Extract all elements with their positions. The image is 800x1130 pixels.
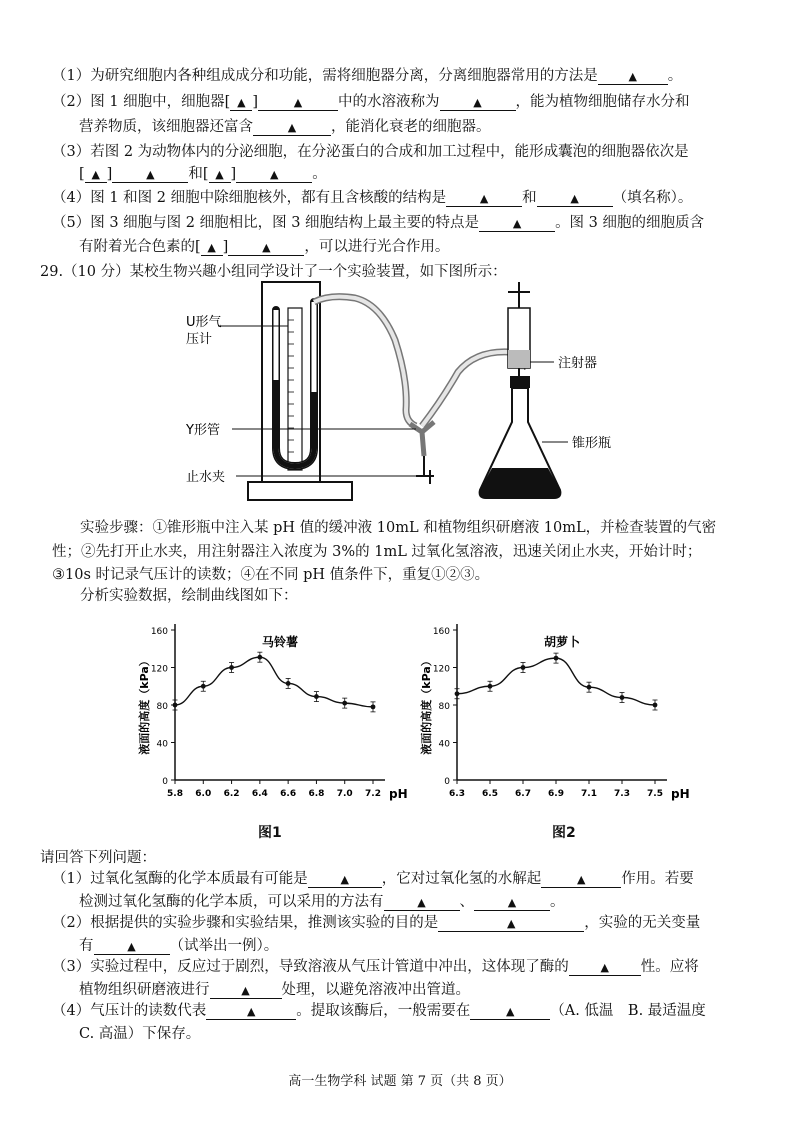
- prompt-line: 请回答下列问题：: [40, 850, 156, 866]
- x-tick-label: 6.5: [482, 789, 498, 799]
- x-tick-label: 6.9: [548, 789, 564, 799]
- q29-answer-6: 植物组织研磨液进行 ▲ 处理，以避免溶液冲出管道。: [79, 982, 470, 998]
- x-tick-label: 6.3: [449, 789, 465, 799]
- page-footer: 高一生物学科 试题 第 7 页（共 8 页）: [288, 1074, 512, 1089]
- y-tick-label: 80: [156, 702, 168, 712]
- data-point: [488, 684, 493, 689]
- q28-line-6: （4）图 1 和图 2 细胞中除细胞核外，都有且含核酸的结构是 ▲ 和 ▲ （填名称）。: [52, 190, 693, 206]
- label-clamp: 止水夹: [186, 470, 226, 485]
- x-tick-label: 6.0: [195, 789, 212, 799]
- data-point: [173, 703, 178, 708]
- y-tick-label: 80: [438, 702, 450, 712]
- y-tick-label: 160: [150, 627, 168, 637]
- answer-blank[interactable]: ▲: [446, 192, 522, 207]
- label-syringe: 注射器: [558, 356, 598, 371]
- y-tick-label: 160: [432, 627, 450, 637]
- x-tick-label: 5.8: [167, 789, 183, 799]
- steps-line-2: 性；②先打开止水夹，用注射器注入浓度为 3%的 1mL 过氧化氢溶液，迅速关闭止水夹，开始计时；: [52, 544, 702, 560]
- label-y-tube: Y形管: [186, 423, 220, 438]
- data-point: [455, 691, 460, 696]
- fig2-label: 图2: [552, 825, 576, 841]
- chart-title: 马铃薯: [261, 635, 299, 649]
- answer-blank[interactable]: ▲: [384, 896, 460, 911]
- answer-blank[interactable]: ▲: [440, 96, 516, 111]
- x-tick-label: 6.2: [223, 789, 240, 799]
- y-tick-label: 40: [156, 739, 168, 750]
- answer-blank[interactable]: ▲: [112, 168, 188, 183]
- answer-blank[interactable]: ▲: [85, 168, 107, 183]
- x-tick-label: 7.3: [614, 789, 630, 799]
- q28-line-7: （5）图 3 细胞与图 2 细胞相比，图 3 细胞结构上最主要的特点是 ▲ 。图 3 细胞的细胞质含: [52, 215, 705, 231]
- label-u-gauge-2: 压计: [186, 332, 213, 347]
- y-tick-label: 40: [438, 739, 450, 750]
- y-axis-label: 液面的高度（kPa）: [420, 655, 433, 755]
- answer-blank[interactable]: ▲: [230, 96, 252, 111]
- x-tick-label: 6.6: [280, 789, 297, 799]
- data-point: [620, 695, 625, 700]
- answer-blank[interactable]: ▲: [94, 940, 170, 955]
- chart-potato: [130, 612, 410, 812]
- q29-answer-7: （4）气压计的读数代表 ▲ 。提取该酶后，一般需要在 ▲ （A. 低温 B. 最适温度: [52, 1003, 706, 1019]
- series-line: [175, 657, 373, 707]
- y-tick-label: 120: [150, 664, 168, 675]
- answer-blank[interactable]: ▲: [541, 873, 621, 888]
- hose-flask: [422, 352, 522, 426]
- steps-line-3: ③10s 时记录气压计的读数；④在不同 pH 值条件下，重复①②③。: [52, 567, 490, 583]
- q29-header: 29.（10 分）某校生物兴趣小组同学设计了一个实验装置，如下图所示：: [40, 264, 507, 280]
- data-point: [521, 665, 526, 670]
- q29-answer-1: （1）过氧化氢酶的化学本质最有可能是 ▲ ，它对过氧化氢的水解起 ▲ 作用。若要: [52, 871, 694, 887]
- y-tick-label: 0: [444, 777, 450, 787]
- data-point: [554, 656, 559, 661]
- chart-carrot: [412, 612, 692, 812]
- y-axis-label: 液面的高度（kPa）: [138, 655, 151, 755]
- x-tick-label: 6.4: [251, 789, 268, 799]
- steps-line-1: 实验步骤：①锥形瓶中注入某 pH 值的缓冲液 10mL 和植物组织研磨液 10mL，并检查装置的气密: [80, 520, 717, 536]
- q28-line-5: [ ▲ ] ▲ 和[ ▲ ] ▲ 。: [79, 166, 327, 182]
- x-tick-label: 7.0: [336, 789, 353, 799]
- answer-blank[interactable]: ▲: [537, 192, 613, 207]
- answer-blank[interactable]: ▲: [438, 917, 584, 932]
- y-tube: [410, 422, 434, 456]
- answer-blank[interactable]: ▲: [569, 961, 641, 976]
- y-tick-label: 0: [162, 777, 168, 787]
- x-tick-label: 7.1: [581, 789, 597, 799]
- q28-line-4: （3）若图 2 为动物体内的分泌细胞，在分泌蛋白的合成和加工过程中，能形成囊泡的细胞器依次是: [52, 144, 689, 160]
- chart-title: 胡萝卜: [543, 635, 581, 649]
- x-tick-label: 6.7: [515, 789, 531, 799]
- analysis-line: 分析实验数据，绘制曲线图如下：: [80, 588, 298, 604]
- apparatus-diagram: [180, 280, 620, 510]
- x-axis-label: pH: [389, 787, 408, 801]
- answer-blank[interactable]: ▲: [479, 217, 555, 232]
- data-point: [342, 701, 347, 706]
- q28-line-8: 有附着光合色素的[ ▲ ] ▲ ，可以进行光合作用。: [79, 239, 450, 255]
- answer-blank[interactable]: ▲: [308, 873, 382, 888]
- q29-answer-3: （2）根据提供的实验步骤和实验结果，推测该实验的目的是 ▲ ，实验的无关变量: [52, 915, 701, 931]
- answer-blank[interactable]: ▲: [470, 1005, 550, 1020]
- fig1-label: 图1: [258, 825, 282, 841]
- data-point: [653, 703, 658, 708]
- q29-answer-4: 有 ▲ （试举出一例）。: [79, 938, 279, 954]
- label-u-gauge: U形气: [186, 315, 222, 330]
- answer-blank[interactable]: ▲: [209, 168, 231, 183]
- answer-blank[interactable]: ▲: [474, 896, 550, 911]
- answer-blank[interactable]: ▲: [210, 984, 282, 999]
- answer-blank[interactable]: ▲: [201, 241, 223, 256]
- data-point: [201, 684, 206, 689]
- data-point: [286, 681, 291, 686]
- answer-blank[interactable]: ▲: [236, 168, 312, 183]
- data-point: [371, 704, 376, 709]
- gauge-base: [248, 482, 352, 500]
- label-flask: 锥形瓶: [572, 436, 612, 451]
- x-tick-label: 6.8: [308, 789, 325, 799]
- answer-blank[interactable]: ▲: [206, 1005, 296, 1020]
- answer-blank[interactable]: ▲: [258, 96, 338, 111]
- q28-line-1: （1）为研究细胞内各种组成成分和功能，需将细胞器分离，分离细胞器常用的方法是 ▲ 。: [52, 68, 683, 84]
- data-point: [257, 655, 262, 660]
- q29-answer-8: C. 高温）下保存。: [79, 1026, 201, 1042]
- data-point: [314, 694, 319, 699]
- q29-answer-5: （3）实验过程中，反应过于剧烈，导致溶液从气压计管道中冲出，这体现了酶的 ▲ 性。应将: [52, 959, 699, 975]
- flask-stopper: [510, 376, 530, 388]
- q29-answer-2: 检测过氧化氢酶的化学本质，可以采用的方法有 ▲ 、 ▲ 。: [79, 894, 565, 910]
- data-point: [229, 665, 234, 670]
- answer-blank[interactable]: ▲: [228, 241, 304, 256]
- y-tick-label: 120: [432, 664, 450, 675]
- answer-blank[interactable]: ▲: [598, 70, 668, 85]
- answer-blank[interactable]: ▲: [253, 121, 331, 136]
- x-axis-label: pH: [671, 787, 690, 801]
- series-line: [457, 658, 655, 705]
- q28-line-2: （2）图 1 细胞中，细胞器[ ▲ ] ▲ 中的水溶液称为 ▲ ，能为植物细胞储存水分和: [52, 94, 690, 110]
- x-tick-label: 7.2: [365, 789, 381, 799]
- water-clamp: [416, 456, 434, 484]
- x-tick-label: 7.5: [647, 789, 663, 799]
- q28-line-3: 营养物质，该细胞器还富含 ▲ ，能消化衰老的细胞器。: [79, 119, 491, 135]
- data-point: [587, 685, 592, 690]
